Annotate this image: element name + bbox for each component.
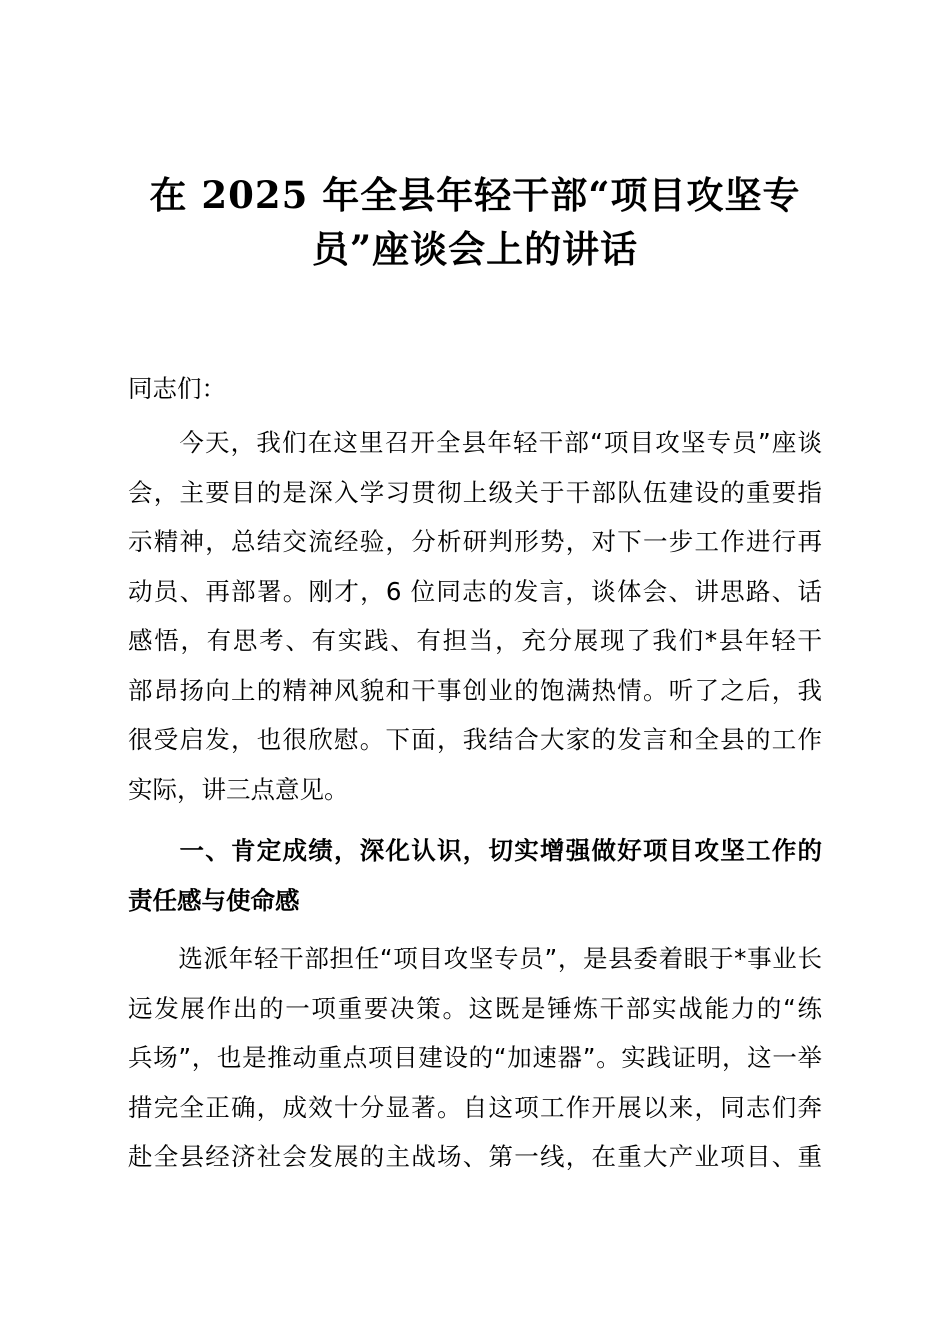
paragraph-line: 感悟，有思考、有实践、有担当，充分展现了我们*县年轻干 [128,626,822,655]
paragraph-line: 措完全正确，成效十分显著。自这项工作开展以来，同志们奔 [128,1092,822,1122]
paragraph-line: 赴全县经济社会发展的主战场、第一线，在重大产业项目、重 [128,1142,822,1171]
title-line: 在 2025 年全县年轻干部“项目攻坚专 [149,173,801,217]
heading-line: 一、肯定成绩，深化认识，切实增强做好项目攻坚工作的 [128,836,822,865]
paragraph-line: 示精神，总结交流经验，分析研判形势，对下一步工作进行再 [128,527,822,556]
paragraph-opening [128,418,822,814]
salutation-text: 同志们： [128,374,226,403]
paragraph-line: 部昂扬向上的精神风貌和干事创业的饱满热情。听了之后，我 [128,675,822,705]
paragraph-line: 兵场”，也是推动重点项目建设的“加速器”。实践证明，这一举 [128,1043,822,1072]
paragraph-line: 选派年轻干部担任“项目攻坚专员”，是县委着眼于*事业长 [128,944,822,973]
document-title [128,168,822,276]
paragraph-line: 远发展作出的一项重要决策。这既是锤炼干部实战能力的“练 [128,993,822,1023]
section-heading-1 [128,826,822,925]
paragraph-line: 会，主要目的是深入学习贯彻上级关于干部队伍建设的重要指 [128,477,822,507]
title-line: 员”座谈会上的讲话 [311,227,639,271]
paragraph-line: 实际，讲三点意见。 [128,774,349,804]
salutation [128,364,822,414]
heading-line: 责任感与使命感 [128,885,300,915]
paragraph-line: 动员、再部署。刚才，6 位同志的发言，谈体会、讲思路、话 [128,576,822,606]
paragraph-line: 很受启发，也很欣慰。下面，我结合大家的发言和全县的工作 [128,725,822,754]
paragraph-line: 今天，我们在这里召开全县年轻干部“项目攻坚专员”座谈 [128,428,822,457]
paragraph-section-1 [128,934,822,1182]
